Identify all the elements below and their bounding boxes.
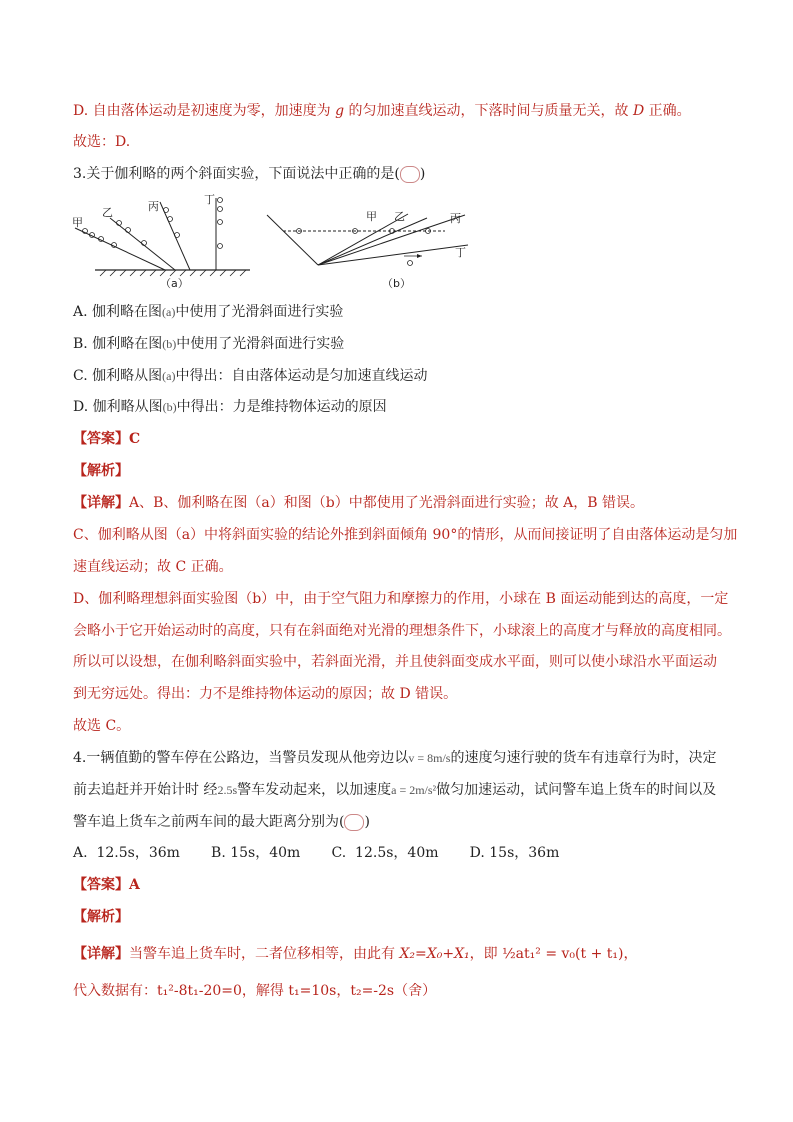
label-b-yi: 乙	[394, 210, 405, 223]
detail-3-d-line-3: 所以可以设想，在伽利略斜面实验中，若斜面光滑，并且使斜面变成水平面，则可以使小球沿水平面运动	[73, 654, 717, 670]
label-b-ding: 丁	[455, 246, 466, 259]
caption-b: （b）	[382, 277, 411, 290]
text-span: A. 伽利略在图	[73, 304, 163, 320]
text-span: 3.关于伽利略的两个斜面实验，下面说法中正确的是(	[73, 166, 400, 182]
question-4-line-3	[73, 812, 370, 832]
question-4-line-2	[73, 780, 716, 800]
text-span: 中得出：力是维持物体运动的原因	[176, 399, 387, 415]
detail-3-c-line-2: 速直线运动；故 C 正确。	[73, 559, 233, 575]
text-span: 正确。	[644, 103, 691, 119]
answer-label: 【答案】	[73, 877, 129, 893]
text-span: )	[419, 166, 426, 182]
velocity-value: v = 8m/s	[408, 751, 451, 765]
detail-label: 【详解】	[73, 495, 129, 511]
text-span: 警车追上货车之前两车间的最大距离分别为(	[73, 814, 345, 830]
option-a	[73, 302, 343, 322]
text-span: 的匀加速直线运动，下落时间与质量无关，故	[344, 103, 633, 119]
detail-3-d-line-1: D、伽利略理想斜面实验图（b）中，由于空气阻力和摩擦力的作用，小球在 B 面运动能到达的高度，一定	[73, 591, 729, 607]
answer-value: A	[129, 877, 140, 893]
answer-3	[73, 429, 140, 449]
figure-ref: (b)	[162, 337, 177, 351]
caption-a: （a）	[160, 277, 189, 290]
detail-3-d-line-2: 会略小于它开始运动时的高度，只有在斜面绝对光滑的理想条件下，小球滚上的高度才与释放的高度相同。	[73, 623, 731, 639]
substitution-line: 代入数据有：t₁²-8t₁-20=0，解得 t₁=10s，t₂=-2s（舍）	[73, 983, 437, 999]
option-d	[73, 397, 387, 417]
option-b	[73, 334, 344, 354]
detail-text: 当警车追上货车时，二者位移相等，由此有	[129, 946, 400, 962]
answer-4	[73, 875, 140, 895]
label-b-jia: 甲	[366, 210, 377, 223]
figure-ref: (b)	[162, 400, 177, 414]
label-a-jia: 甲	[72, 216, 83, 229]
text-span: 警车发动起来，以加速度	[237, 782, 392, 798]
answer-value: C	[129, 431, 141, 447]
detail-3-d-line-4: 到无穷远处。得出：力不是维持物体运动的原因；故 D 错误。	[73, 686, 458, 702]
select-answer-3: 故选 C。	[73, 718, 131, 734]
figure-b	[267, 210, 468, 290]
figure-ref: (a)	[162, 305, 176, 319]
question-4-options: A. 12.5s，36m B. 15s，40m C. 12.5s，40m D. 15s，36m	[73, 845, 560, 861]
detail-text: A、B、伽利略在图（a）和图（b）中都使用了光滑斜面进行实验；故 A，B 错误。	[129, 495, 645, 511]
text-span: )	[364, 814, 370, 830]
analysis-label-3: 【解析】	[73, 463, 129, 479]
question-3-stem	[73, 164, 425, 184]
text-span: D. 自由落体运动是初速度为零，加速度为	[73, 103, 336, 119]
time-value: 2.5s	[217, 783, 238, 797]
detail-3-c-line-1: C、伽利略从图（a）中将斜面实验的结论外推到斜面倾角 90°的情形，从而间接证明了自由落体运动是匀加	[73, 527, 738, 543]
select-answer-1: 故选：D.	[73, 134, 131, 150]
answer-label: 【答案】	[73, 431, 129, 447]
text-span: B. 伽利略在图	[73, 336, 163, 352]
option-c	[73, 366, 427, 386]
label-b-bing: 丙	[450, 212, 461, 225]
analysis-label-4: 【解析】	[73, 909, 129, 925]
text-span: 做匀加速运动，试问警车追上货车的时间以及	[436, 782, 717, 798]
symbol-g: g	[335, 103, 345, 119]
text-span: 中得出：自由落体运动是匀加速直线运动	[175, 368, 428, 384]
text-span: 的速度匀速行驶的货车有违章行为时，决定	[450, 750, 717, 766]
label-a-yi: 乙	[102, 206, 113, 219]
text-span: 4.一辆值勤的警车停在公路边，当警员发现从他旁边以	[73, 750, 409, 766]
label-a-ding: 丁	[204, 193, 215, 206]
text-span: 前去追赶并开始计时 经	[73, 782, 218, 798]
text-span: D. 伽利略从图	[73, 399, 163, 415]
question-4-line-1	[73, 748, 716, 768]
text-span: 中使用了光滑斜面进行实验	[175, 304, 344, 320]
detail-3	[73, 493, 644, 513]
text-span: 中使用了光滑斜面进行实验	[176, 336, 345, 352]
equation-2: ，即 ½at₁² = v₀(t + t₁)，	[469, 946, 638, 962]
option-d-conclusion	[73, 101, 691, 121]
text-span: C. 伽利略从图	[73, 368, 163, 384]
equation: X₂=X₀+X₁	[399, 946, 470, 962]
symbol-d: D	[632, 103, 645, 119]
label-a-bing: 丙	[148, 200, 159, 213]
incline-figure	[70, 190, 490, 290]
answer-blank	[400, 166, 420, 183]
detail-label: 【详解】	[73, 946, 129, 962]
answer-blank	[344, 814, 364, 831]
detail-4	[73, 944, 637, 964]
figure-ref: (a)	[162, 369, 176, 383]
figure-a	[72, 193, 250, 290]
acceleration-value: a = 2m/s²	[391, 783, 437, 797]
